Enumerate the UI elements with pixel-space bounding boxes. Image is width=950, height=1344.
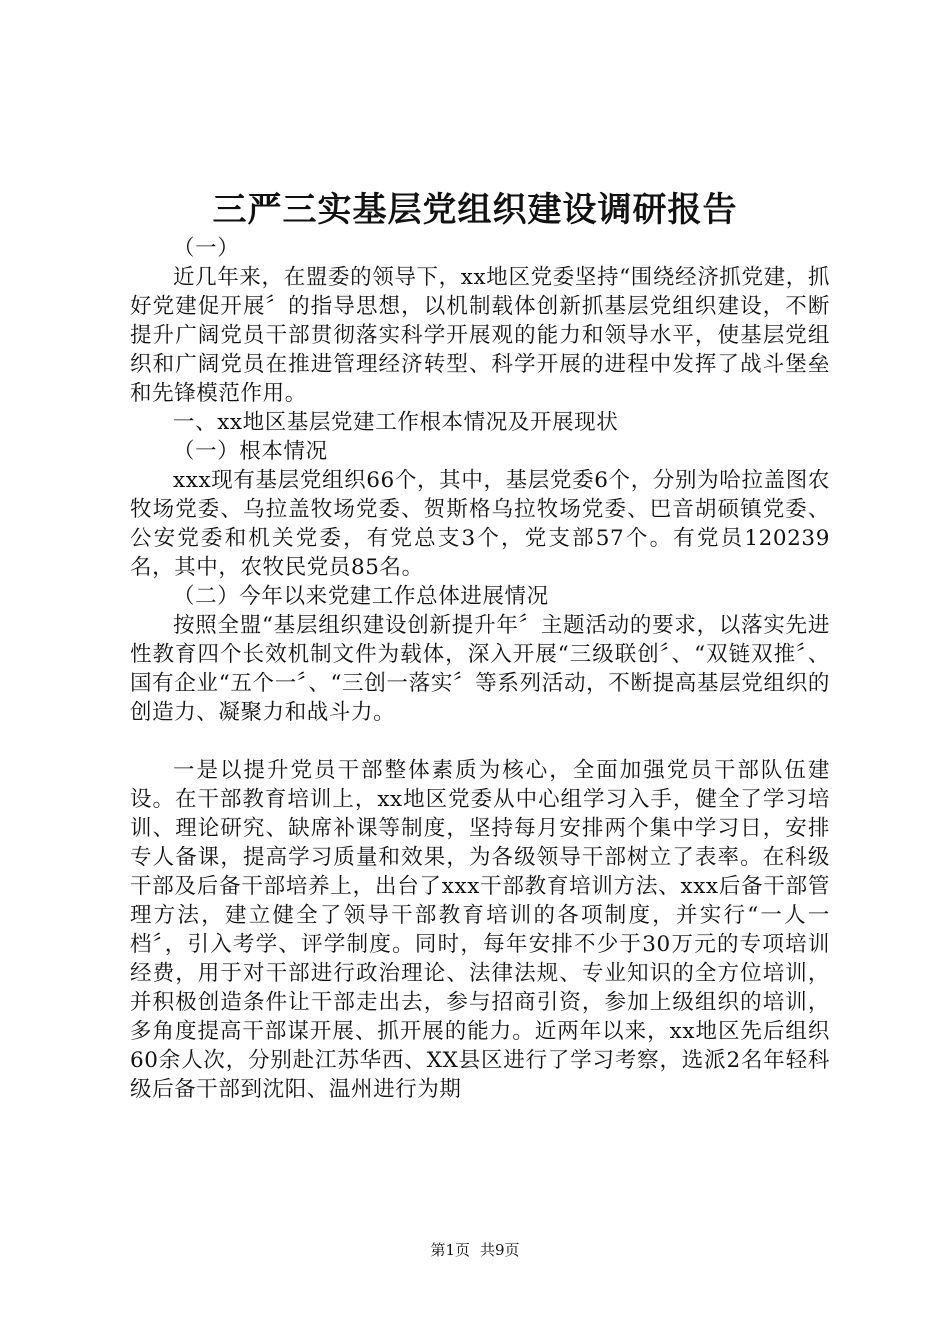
subsection-heading: （一）根本情况 <box>173 439 328 464</box>
section-marker: （一） <box>173 236 240 261</box>
document-body <box>130 234 830 1104</box>
section-heading: 一、xx地区基层党建工作根本情况及开展现状 <box>173 410 619 435</box>
document-title: 三严三实基层党组织建设调研报告 <box>212 190 738 230</box>
basic-situation-paragraph: xxx现有基层党组织66个，其中，基层党委6个，分别为哈拉盖图农牧场党委、乌拉盖牧场党委、贺斯格乌拉牧场党委、巴音胡硕镇党委、公安党委和机关党委，有党总支3个，党支部57个。有党员120239名，其中，农牧民党员85名。 <box>130 468 830 580</box>
page-footer <box>0 1240 950 1260</box>
page-total: 共9页 <box>480 1241 520 1259</box>
progress-paragraph: 按照全盟“基层组织建设创新提升年〞主题活动的要求，以落实先进性教育四个长效机制文件为载体，深入开展“三级联创〞、“双链双推〞、国有企业“五个一〞、“三创一落实〞等系列活动，不断提高基层党组织的创造力、凝聚力和战斗力。 <box>130 613 830 725</box>
intro-paragraph: 近几年来，在盟委的领导下，xx地区党委坚持“围绕经济抓党建，抓好党建促开展〞的指导思想，以机制载体创新抓基层党组织建设，不断提升广阔党员干部贯彻落实科学开展观的能力和领导水平，使基层党组织和广阔党员在推进管理经济转型、科学开展的进程中发挥了战斗堡垒和先锋模范作用。 <box>130 265 830 406</box>
page-number: 第1页 <box>430 1241 470 1259</box>
subsection-heading: （二）今年以来党建工作总体进展情况 <box>173 584 549 609</box>
cadre-building-paragraph: 一是以提升党员干部整体素质为核心，全面加强党员干部队伍建设。在干部教育培训上，xx地区党委从中心组学习入手，健全了学习培训、理论研究、缺席补课等制度，坚持每月安排两个集中学习日，安排专人备课，提高学习质量和效果，为各级领导干部树立了表率。在科级干部及后备干部培养上，出台了xxx干部教育培训方法、xxx后备干部管理方法，建立健全了领导干部教育培训的各项制度，并实行“一人一档〞，引入考学、评学制度。同时，每年安排不少于30万元的专项培训经费，用于对干部进行政治理论、法律法规、专业知识的全方位培训，并积极创造条件让干部走出去，参与招商引资，参加上级组织的培训，多角度提高干部谋开展、抓开展的能力。近两年以来，xx地区先后组织60余人次，分别赴江苏华西、XX县区进行了学习考察，选派2名年轻科级后备干部到沈阳、温州进行为期 <box>130 758 830 1102</box>
